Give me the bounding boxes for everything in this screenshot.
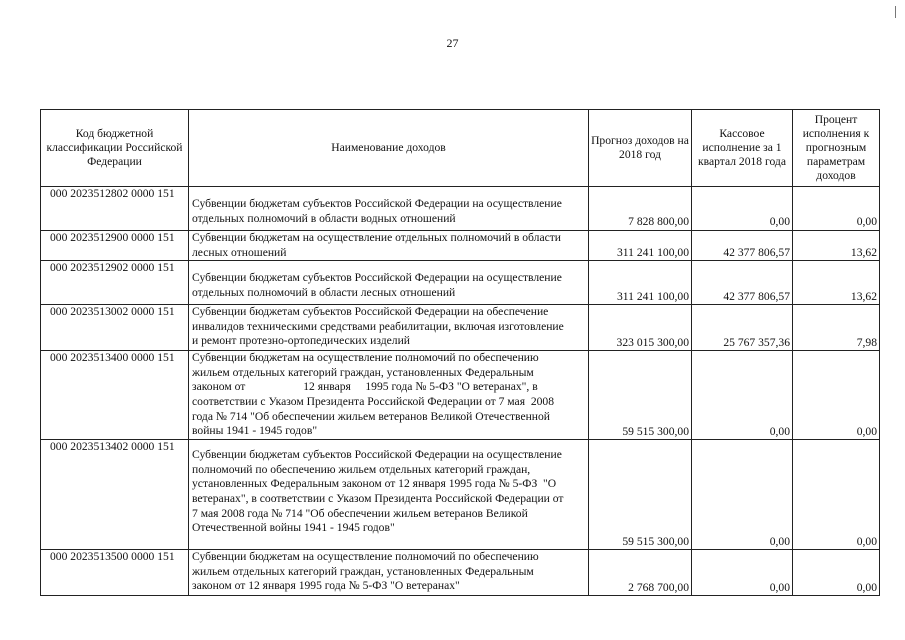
- header-percent: Процент исполнения к прогнозным параметрам доходов: [793, 110, 880, 187]
- name-line: Субвенции бюджетам субъектов Российской Федерации на обеспечение: [192, 305, 549, 319]
- budget-table: [40, 109, 880, 596]
- name-line: Субвенции бюджетам субъектов Российской Федерации на осуществление: [192, 448, 562, 462]
- cell-forecast: 323 015 300,00: [589, 305, 692, 351]
- cell-percent: 13,62: [793, 261, 880, 305]
- name-line: ветеранах", в соответствии с Указом Президента Российской Федерации от: [192, 491, 564, 505]
- name-line: 7 мая 2008 года № 714 "Об обеспечении жильем ветеранов Великой: [192, 506, 528, 520]
- name-line: года № 714 "Об обеспечении жильем ветеранов Великой Отечественной: [192, 409, 550, 423]
- cell-cash: 42 377 806,57: [692, 261, 793, 305]
- name-line: полномочий по обеспечению жильем отдельных категорий граждан,: [192, 462, 531, 476]
- cell-code: 000 2023512900 0000 151: [41, 231, 189, 261]
- cell-code: 000 2023512902 0000 151: [41, 261, 189, 305]
- cell-name: [189, 231, 589, 261]
- name-line: лесных отношений: [192, 245, 287, 259]
- name-line: законом от 12 января 1995 года № 5-ФЗ "О ветеранах", в: [192, 380, 538, 394]
- table-row: [41, 187, 880, 231]
- name-line: войны 1941 - 1945 годов": [192, 424, 318, 438]
- cell-name: [189, 550, 589, 596]
- cell-percent: 13,62: [793, 231, 880, 261]
- cell-percent: 0,00: [793, 187, 880, 231]
- page-number: 27: [446, 36, 459, 50]
- name-line: Субвенции бюджетам субъектов Российской Федерации на осуществление: [192, 197, 562, 210]
- header-name: Наименование доходов: [189, 110, 589, 187]
- cell-forecast: 2 768 700,00: [589, 550, 692, 596]
- table-row: [41, 351, 880, 440]
- name-line: Субвенции бюджетам субъектов Российской Федерации на осуществление: [192, 271, 562, 285]
- cell-forecast: 59 515 300,00: [589, 440, 692, 550]
- header-row: [41, 110, 880, 187]
- cell-name: [189, 187, 589, 231]
- cell-percent: 7,98: [793, 305, 880, 351]
- table-row: [41, 261, 880, 305]
- name-line: Отечественной войны 1941 - 1945 годов": [192, 521, 395, 535]
- table-row: [41, 440, 880, 550]
- header-cash: Кассовое исполнение за 1 квартал 2018 года: [692, 110, 793, 187]
- header-forecast: Прогноз доходов на 2018 год: [589, 110, 692, 187]
- name-line: инвалидов техническими средствами реабилитации, включая изготовление: [192, 319, 564, 333]
- cell-cash: 0,00: [692, 550, 793, 596]
- cell-cash: 25 767 357,36: [692, 305, 793, 351]
- cell-name-text: [192, 261, 586, 300]
- cell-code: 000 2023513402 0000 151: [41, 440, 189, 550]
- name-line: законом от 12 января 1995 года № 5-ФЗ "О ветеранах": [192, 579, 460, 593]
- name-line: установленных Федеральным законом от 12 января 1995 года № 5-ФЗ "О: [192, 477, 557, 491]
- cell-name-text: [192, 305, 586, 349]
- cell-forecast: 311 241 100,00: [589, 231, 692, 261]
- cell-cash: 0,00: [692, 440, 793, 550]
- table-body: [41, 187, 880, 596]
- cell-code: 000 2023513002 0000 151: [41, 305, 189, 351]
- cell-name-text: [192, 187, 586, 226]
- table-row: [41, 231, 880, 261]
- cell-forecast: 311 241 100,00: [589, 261, 692, 305]
- name-line: соответствии с Указом Президента Российской Федерации от 7 мая 2008: [192, 394, 555, 408]
- cell-forecast: 7 828 800,00: [589, 187, 692, 231]
- cell-cash: 0,00: [692, 351, 793, 440]
- cell-code: 000 2023512802 0000 151: [41, 187, 189, 231]
- cell-percent: 0,00: [793, 550, 880, 596]
- name-line: отдельных полномочий в области лесных отношений: [192, 285, 456, 299]
- cell-name-text: [192, 550, 586, 594]
- cell-cash: 0,00: [692, 187, 793, 231]
- cell-percent: 0,00: [793, 440, 880, 550]
- name-line: отдельных полномочий в области водных отношений: [192, 211, 456, 225]
- cell-name-text: [192, 231, 586, 260]
- name-line: жильем отдельных категорий граждан, установленных Федеральным: [192, 564, 534, 578]
- cell-code: 000 2023513500 0000 151: [41, 550, 189, 596]
- cell-forecast: 59 515 300,00: [589, 351, 692, 440]
- margin-mark: [895, 6, 896, 18]
- cell-name: [189, 351, 589, 440]
- name-line: и ремонт протезно-ортопедических изделий: [192, 334, 410, 348]
- cell-code: 000 2023513400 0000 151: [41, 351, 189, 440]
- header-code: Код бюджетной классификации Российской Федерации: [41, 110, 189, 187]
- name-line: Субвенции бюджетам на осуществление полномочий по обеспечению: [192, 351, 539, 365]
- cell-name: [189, 305, 589, 351]
- cell-name-text: [192, 440, 586, 536]
- name-line: жильем отдельных категорий граждан, установленных Федеральным: [192, 365, 534, 379]
- table-row: [41, 305, 880, 351]
- cell-percent: 0,00: [793, 351, 880, 440]
- name-line: Субвенции бюджетам на осуществление отдельных полномочий в области: [192, 231, 562, 244]
- name-line: Субвенции бюджетам на осуществление полномочий по обеспечению: [192, 550, 539, 564]
- cell-name: [189, 261, 589, 305]
- cell-cash: 42 377 806,57: [692, 231, 793, 261]
- cell-name: [189, 440, 589, 550]
- table-row: [41, 550, 880, 596]
- cell-name-text: [192, 351, 586, 439]
